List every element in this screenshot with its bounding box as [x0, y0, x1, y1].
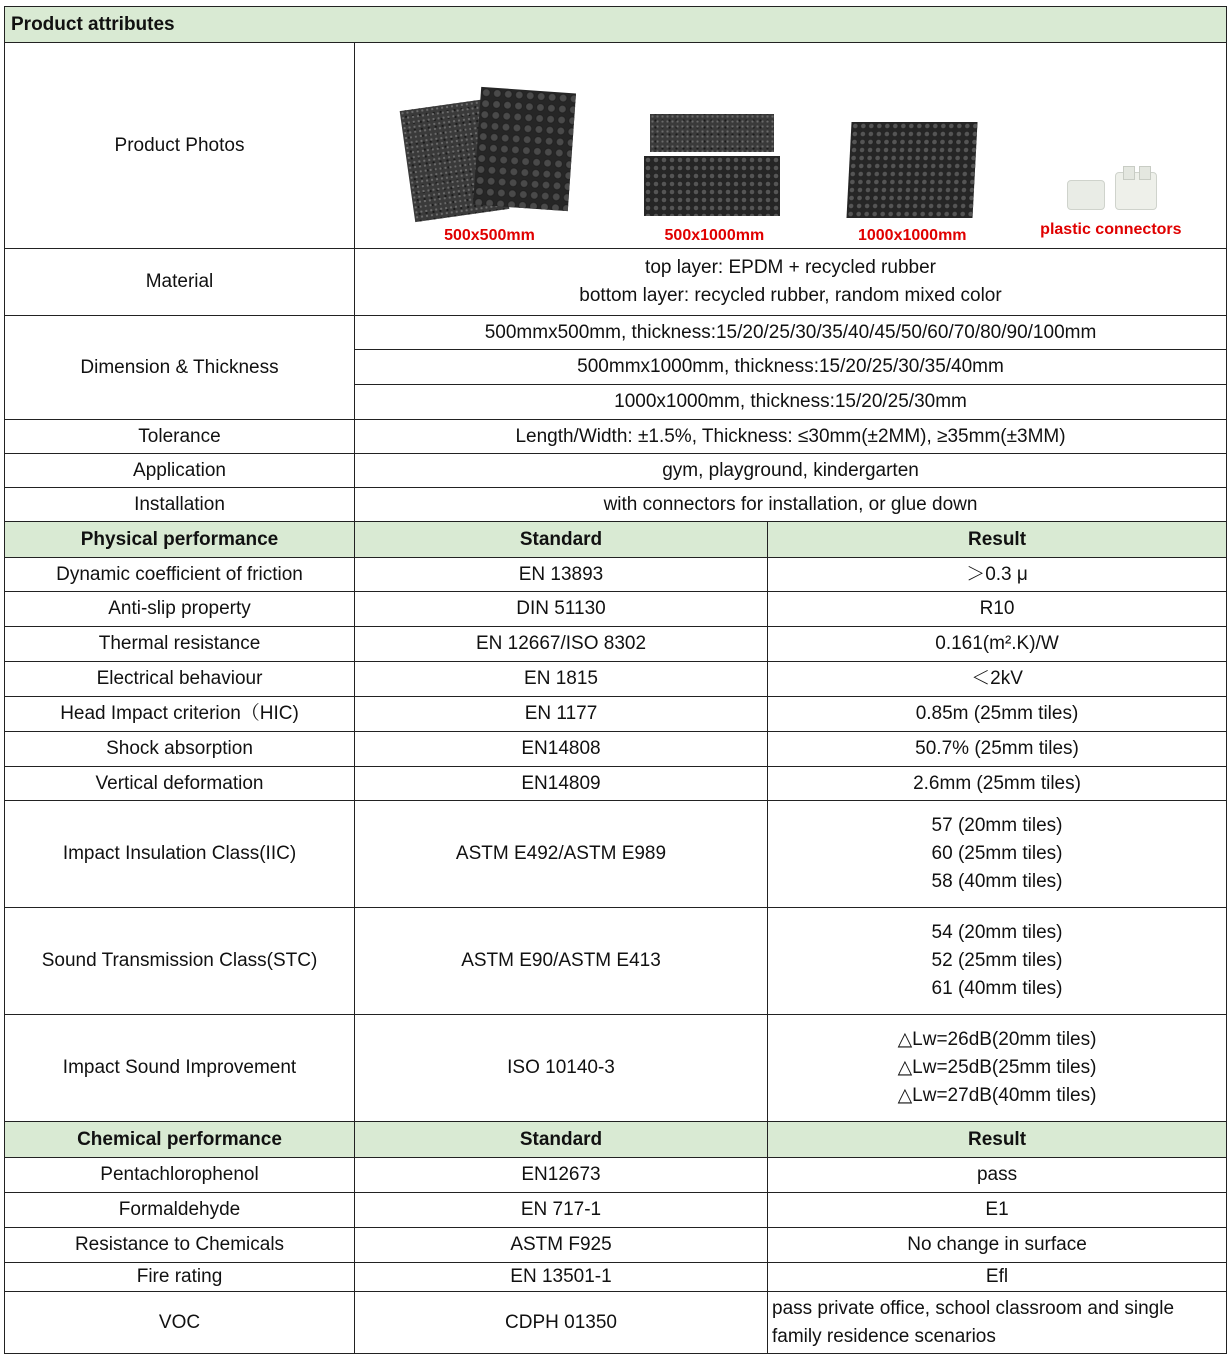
- product-photos-cell: [355, 43, 1227, 249]
- physical-row-name: Impact Sound Improvement: [5, 1015, 355, 1122]
- chemical-row-result: Efl: [768, 1263, 1227, 1292]
- tile-top-half-image: [650, 114, 774, 152]
- caption-1000x1000: 1000x1000mm: [857, 226, 967, 244]
- result-line: 58 (40mm tiles): [931, 871, 1063, 892]
- tile-bottom-half-image: [644, 156, 780, 216]
- physical-row-result: [768, 908, 1227, 1015]
- result-line: △Lw=26dB(20mm tiles): [897, 1029, 1097, 1050]
- physical-row-name: Electrical behaviour: [5, 662, 355, 697]
- physical-header-standard: Standard: [355, 522, 768, 558]
- physical-row-result: 50.7% (25mm tiles): [768, 732, 1227, 767]
- physical-row-standard: ASTM E90/ASTM E413: [355, 908, 768, 1015]
- chemical-row-result: No change in surface: [768, 1228, 1227, 1263]
- physical-row-result: ＞0.3 μ: [768, 558, 1227, 592]
- tile-large-image: [847, 122, 978, 218]
- result-line: 60 (25mm tiles): [931, 843, 1063, 864]
- application-label: Application: [5, 454, 355, 488]
- result-line: △Lw=25dB(25mm tiles): [897, 1057, 1097, 1078]
- chemical-row-name: Fire rating: [5, 1263, 355, 1292]
- physical-row-result: ＜2kV: [768, 662, 1227, 697]
- physical-row-name: Dynamic coefficient of friction: [5, 558, 355, 592]
- material-line-1: top layer: EPDM + recycled rubber: [645, 257, 936, 278]
- dimension-row-2: 500mmx1000mm, thickness:15/20/25/30/35/40mm: [355, 350, 1227, 385]
- physical-row-standard: EN14809: [355, 767, 768, 801]
- physical-row-standard: ASTM E492/ASTM E989: [355, 801, 768, 908]
- tolerance-value: Length/Width: ±1.5%, Thickness: ≤30mm(±2MM), ≥35mm(±3MM): [355, 420, 1227, 454]
- material-line-2: bottom layer: recycled rubber, random mixed color: [579, 285, 1002, 306]
- connectors-image: [1063, 172, 1159, 212]
- installation-value: with connectors for installation, or glue down: [355, 488, 1227, 522]
- result-line: △Lw=27dB(40mm tiles): [897, 1085, 1097, 1106]
- tile-studded-bottom-image: [473, 86, 576, 210]
- photo-500x500: [399, 88, 579, 246]
- installation-label: Installation: [5, 488, 355, 522]
- physical-row-standard: EN 12667/ISO 8302: [355, 627, 768, 662]
- chemical-row-standard: EN 13501-1: [355, 1263, 768, 1292]
- chemical-row-result: E1: [768, 1193, 1227, 1228]
- physical-header-result: Result: [768, 522, 1227, 558]
- dimension-row-3: 1000x1000mm, thickness:15/20/25/30mm: [355, 385, 1227, 420]
- photo-1000x1000: [849, 122, 975, 246]
- physical-row-name: Vertical deformation: [5, 767, 355, 801]
- physical-row-standard: EN 13893: [355, 558, 768, 592]
- chemical-row-name: Formaldehyde: [5, 1193, 355, 1228]
- physical-row-name: Head Impact criterion（HIC): [5, 697, 355, 732]
- physical-row-name: Sound Transmission Class(STC): [5, 908, 355, 1015]
- chemical-row-name: Resistance to Chemicals: [5, 1228, 355, 1263]
- dimension-label: Dimension & Thickness: [5, 316, 355, 420]
- physical-row-standard: ISO 10140-3: [355, 1015, 768, 1122]
- result-line: 54 (20mm tiles): [931, 922, 1063, 943]
- physical-row-name: Anti-slip property: [5, 592, 355, 627]
- physical-row-standard: DIN 51130: [355, 592, 768, 627]
- product-photos-label: Product Photos: [5, 43, 355, 249]
- physical-row-result: 0.161(m².K)/W: [768, 627, 1227, 662]
- caption-plastic-connectors: plastic connectors: [1040, 220, 1182, 238]
- chemical-header-result: Result: [768, 1122, 1227, 1158]
- photo-plastic-connectors: [1040, 172, 1181, 240]
- material-label: Material: [5, 249, 355, 316]
- physical-header-name: Physical performance: [5, 522, 355, 558]
- caption-500x500: 500x500mm: [444, 226, 535, 244]
- tolerance-label: Tolerance: [5, 420, 355, 454]
- chemical-row-name: VOC: [5, 1292, 355, 1354]
- chemical-row-standard: ASTM F925: [355, 1228, 768, 1263]
- chemical-row-standard: EN 717-1: [355, 1193, 768, 1228]
- application-value: gym, playground, kindergarten: [355, 454, 1227, 488]
- chemical-row-standard: EN12673: [355, 1158, 768, 1193]
- chemical-header-standard: Standard: [355, 1122, 768, 1158]
- physical-row-result: R10: [768, 592, 1227, 627]
- result-line: 61 (40mm tiles): [931, 978, 1063, 999]
- physical-row-name: Shock absorption: [5, 732, 355, 767]
- physical-row-standard: EN14808: [355, 732, 768, 767]
- physical-row-result: [768, 1015, 1227, 1122]
- physical-row-result: [768, 801, 1227, 908]
- physical-row-result: 0.85m (25mm tiles): [768, 697, 1227, 732]
- chemical-row-standard: CDPH 01350: [355, 1292, 768, 1354]
- physical-row-standard: EN 1815: [355, 662, 768, 697]
- product-attributes-header: Product attributes: [5, 7, 1227, 43]
- chemical-row-result: pass: [768, 1158, 1227, 1193]
- photo-500x1000: [644, 114, 784, 246]
- caption-500x1000: 500x1000mm: [664, 226, 765, 244]
- result-line: 52 (25mm tiles): [931, 950, 1063, 971]
- physical-row-name: Thermal resistance: [5, 627, 355, 662]
- dimension-row-1: 500mmx500mm, thickness:15/20/25/30/35/40/45/50/60/70/80/90/100mm: [355, 316, 1227, 350]
- physical-row-standard: EN 1177: [355, 697, 768, 732]
- result-line: 57 (20mm tiles): [931, 815, 1063, 836]
- product-spec-table: [4, 6, 1227, 1354]
- material-value: [355, 249, 1227, 316]
- chemical-row-name: Pentachlorophenol: [5, 1158, 355, 1193]
- physical-row-name: Impact Insulation Class(IIC): [5, 801, 355, 908]
- chemical-header-name: Chemical performance: [5, 1122, 355, 1158]
- physical-row-result: 2.6mm (25mm tiles): [768, 767, 1227, 801]
- chemical-row-result: pass private office, school classroom and single family residence scenarios: [768, 1292, 1227, 1354]
